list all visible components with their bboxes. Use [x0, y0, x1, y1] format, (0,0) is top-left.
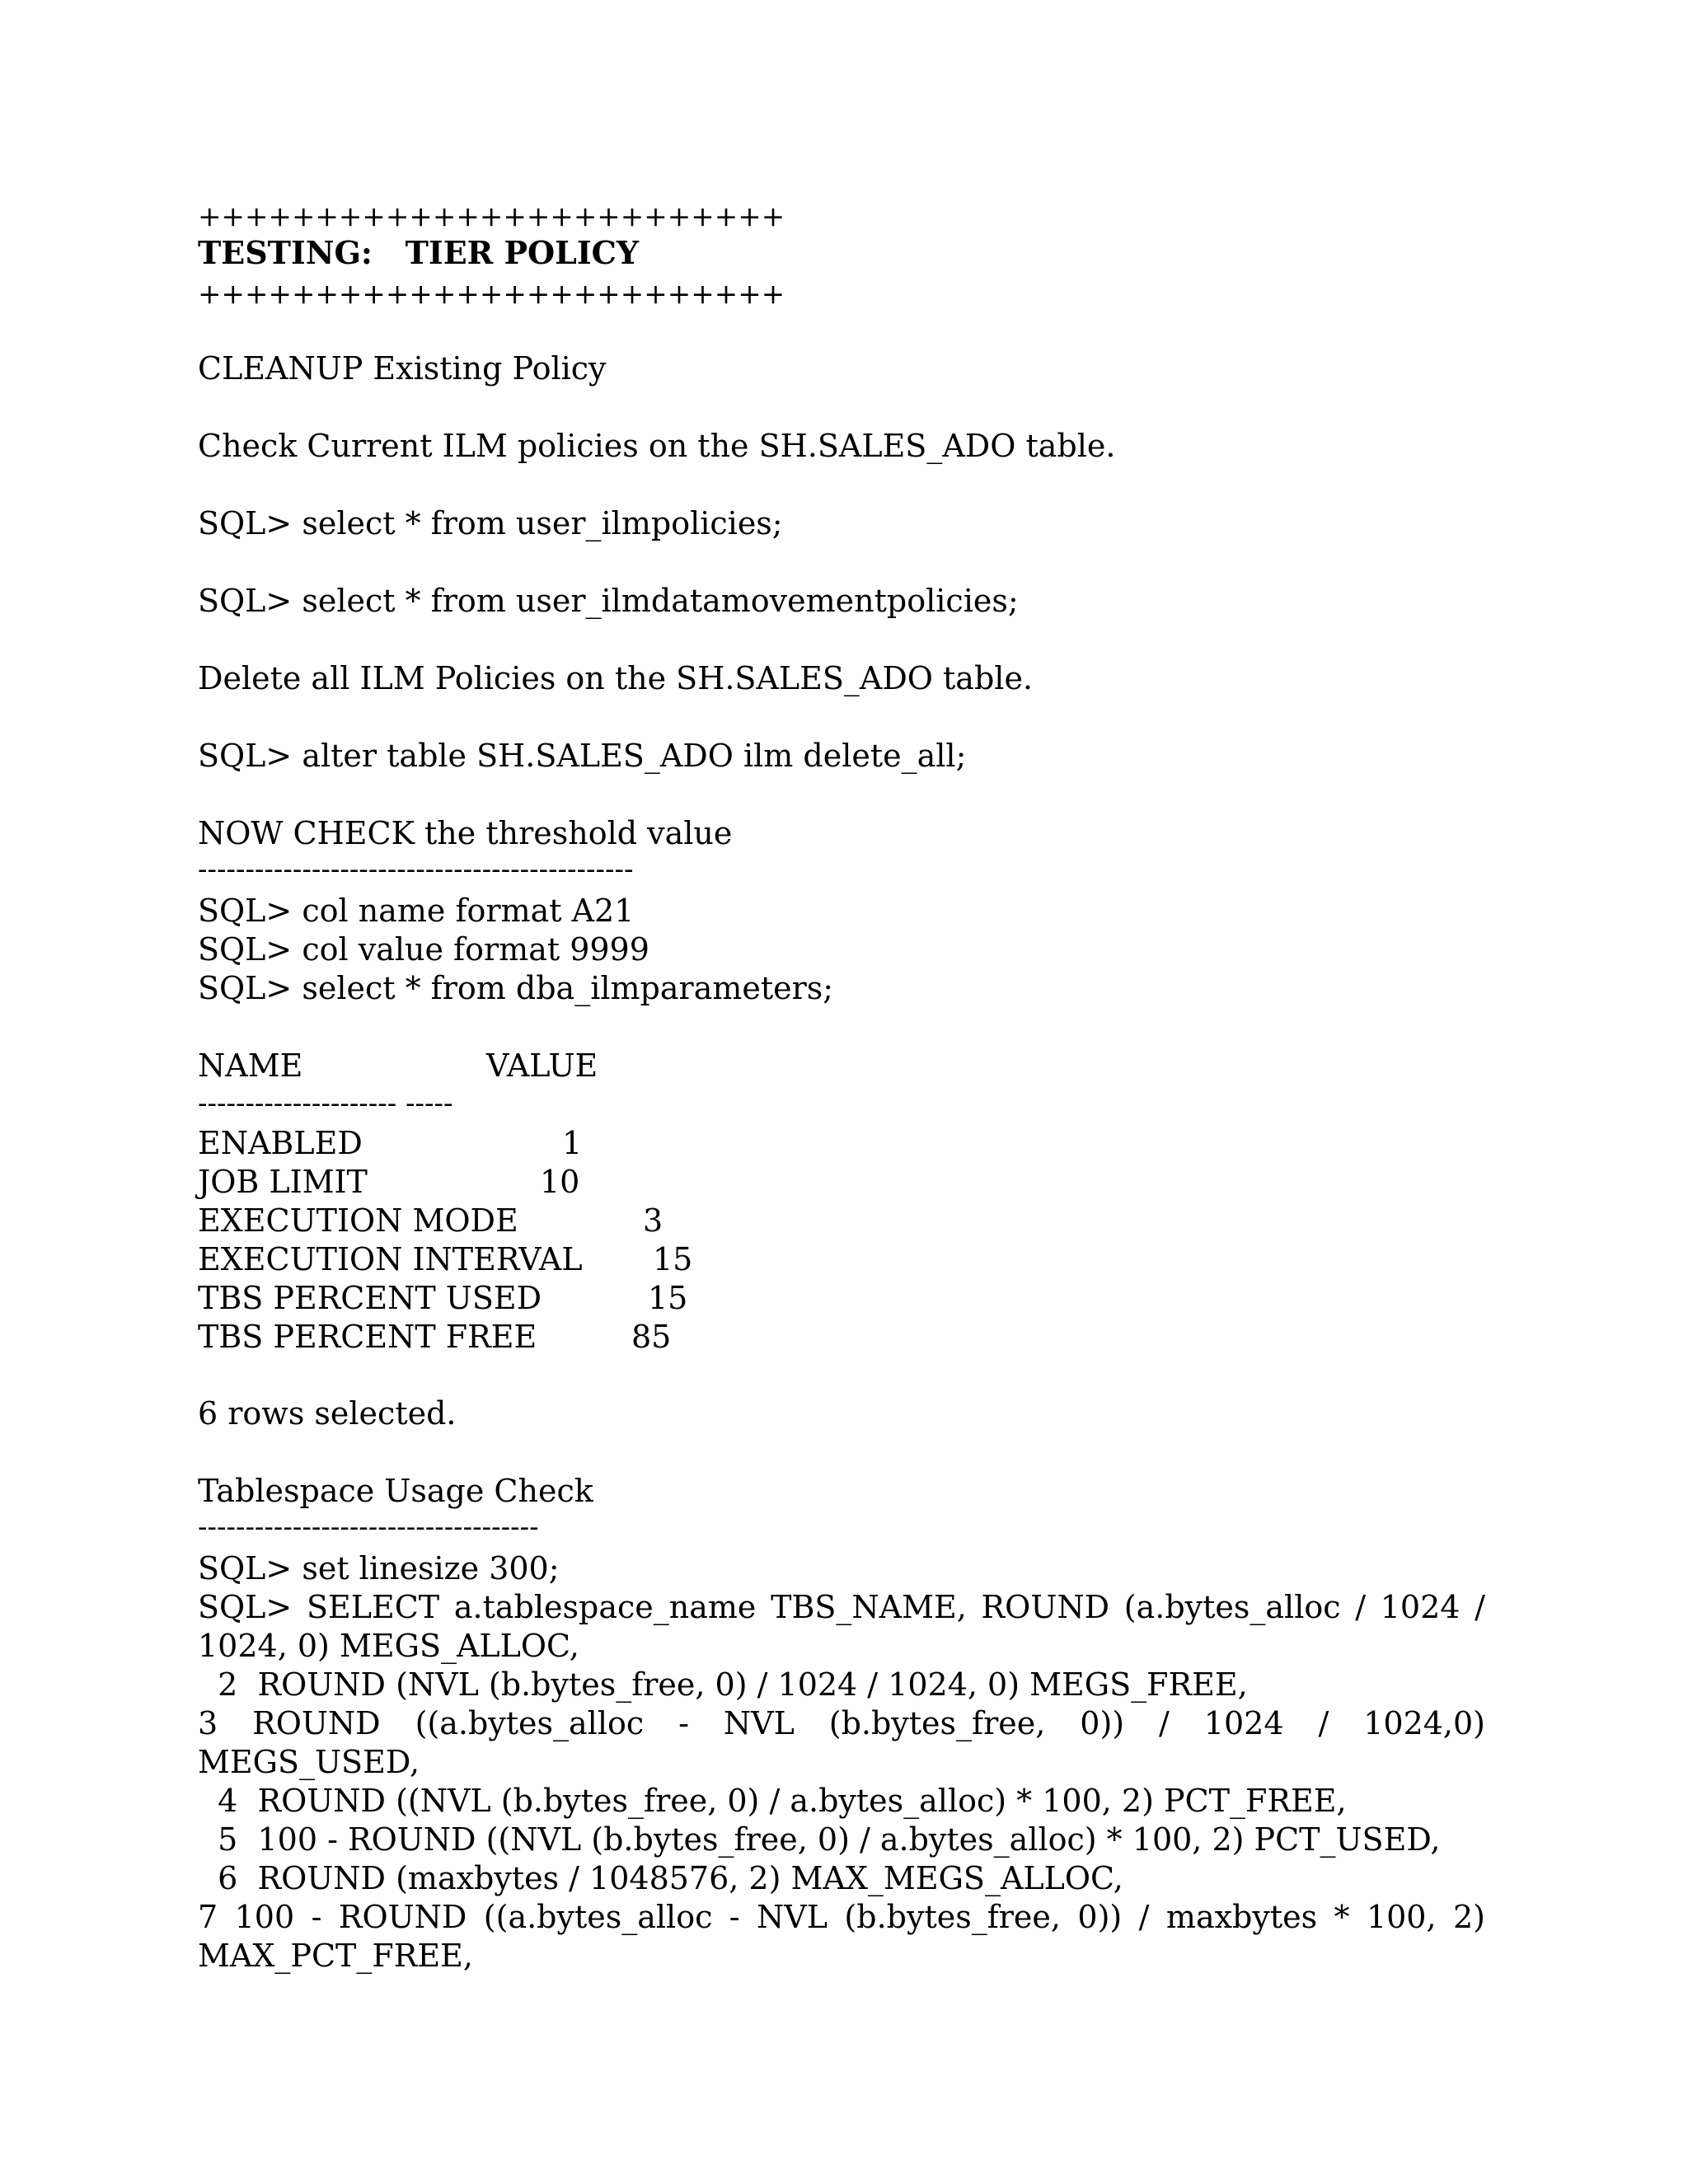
sql-select-params: SQL> select * from dba_ilmparameters; [198, 970, 834, 1006]
sql-query-line: 7 100 - ROUND ((a.bytes_alloc - NVL (b.bytes_free, 0)) / maxbytes * 100, 2) [198, 1899, 1485, 1935]
params-header-name: NAME [198, 1047, 303, 1084]
check-current-text: Check Current ILM policies on the SH.SALES_ADO table. [198, 428, 1116, 464]
params-row-name: TBS PERCENT FREE [198, 1319, 537, 1355]
sql-query-line: 2 ROUND (NVL (b.bytes_free, 0) / 1024 / 1024, 0) MEGS_FREE, [198, 1666, 1248, 1703]
dash-separator-2: ------------------------------------ [198, 1511, 539, 1544]
params-row-value: 15 [648, 1280, 688, 1316]
params-row-value: 3 [643, 1202, 663, 1239]
params-header-value: VALUE [486, 1047, 598, 1084]
now-check-heading: NOW CHECK the threshold value [198, 815, 733, 851]
sql-query-line: 4 ROUND ((NVL (b.bytes_free, 0) / a.bytes_alloc) * 100, 2) PCT_FREE, [198, 1783, 1347, 1819]
sql-query-line: 6 ROUND (maxbytes / 1048576, 2) MAX_MEGS_ALLOC, [198, 1860, 1123, 1896]
sql-query-line: MAX_PCT_FREE, [198, 1938, 473, 1974]
sql-select-ilmpolicies: SQL> select * from user_ilmpolicies; [198, 505, 783, 541]
delete-all-text: Delete all ILM Policies on the SH.SALES_ADO table. [198, 660, 1034, 696]
sql-linesize: SQL> set linesize 300; [198, 1550, 560, 1586]
sql-col-value: SQL> col value format 9999 [198, 931, 649, 968]
params-row-name: EXECUTION MODE [198, 1202, 518, 1239]
params-row-value: 15 [653, 1241, 693, 1277]
cleanup-heading: CLEANUP Existing Policy [198, 350, 607, 387]
sql-col-name: SQL> col name format A21 [198, 893, 635, 929]
sql-query-line: 1024, 0) MEGS_ALLOC, [198, 1628, 579, 1664]
dash-separator-1: ---------------------------------------------- [198, 853, 634, 886]
sql-query-line: 5 100 - ROUND ((NVL (b.bytes_free, 0) / a.bytes_alloc) * 100, 2) PCT_USED, [198, 1821, 1441, 1858]
params-underline: --------------------- ----- [198, 1087, 453, 1120]
sql-delete-all: SQL> alter table SH.SALES_ADO ilm delete_all; [198, 738, 967, 774]
params-row-value: 1 [562, 1125, 583, 1161]
sql-query-line: SQL> SELECT a.tablespace_name TBS_NAME, ROUND (a.bytes_alloc / 1024 / [198, 1589, 1485, 1625]
params-row-name: JOB LIMIT [198, 1164, 368, 1200]
sql-select-datamovement: SQL> select * from user_ilmdatamovementpolicies; [198, 583, 1019, 619]
tablespace-check-heading: Tablespace Usage Check [198, 1473, 593, 1509]
params-row-value: 10 [540, 1164, 580, 1200]
sql-query-line: MEGS_USED, [198, 1744, 420, 1780]
rows-selected-text: 6 rows selected. [198, 1395, 457, 1432]
sql-query-line: 3 ROUND ((a.bytes_alloc - NVL (b.bytes_free, 0)) / 1024 / 1024,0) [198, 1705, 1485, 1741]
section-title: TESTING: TIER POLICY [198, 234, 640, 271]
params-row-name: TBS PERCENT USED [198, 1280, 542, 1316]
params-row-name: ENABLED [198, 1125, 363, 1161]
params-row-name: EXECUTION INTERVAL [198, 1241, 583, 1277]
params-row-value: 85 [631, 1319, 672, 1355]
plus-separator-top: +++++++++++++++++++++++++ [198, 200, 785, 233]
plus-separator-bottom: +++++++++++++++++++++++++ [198, 278, 785, 311]
